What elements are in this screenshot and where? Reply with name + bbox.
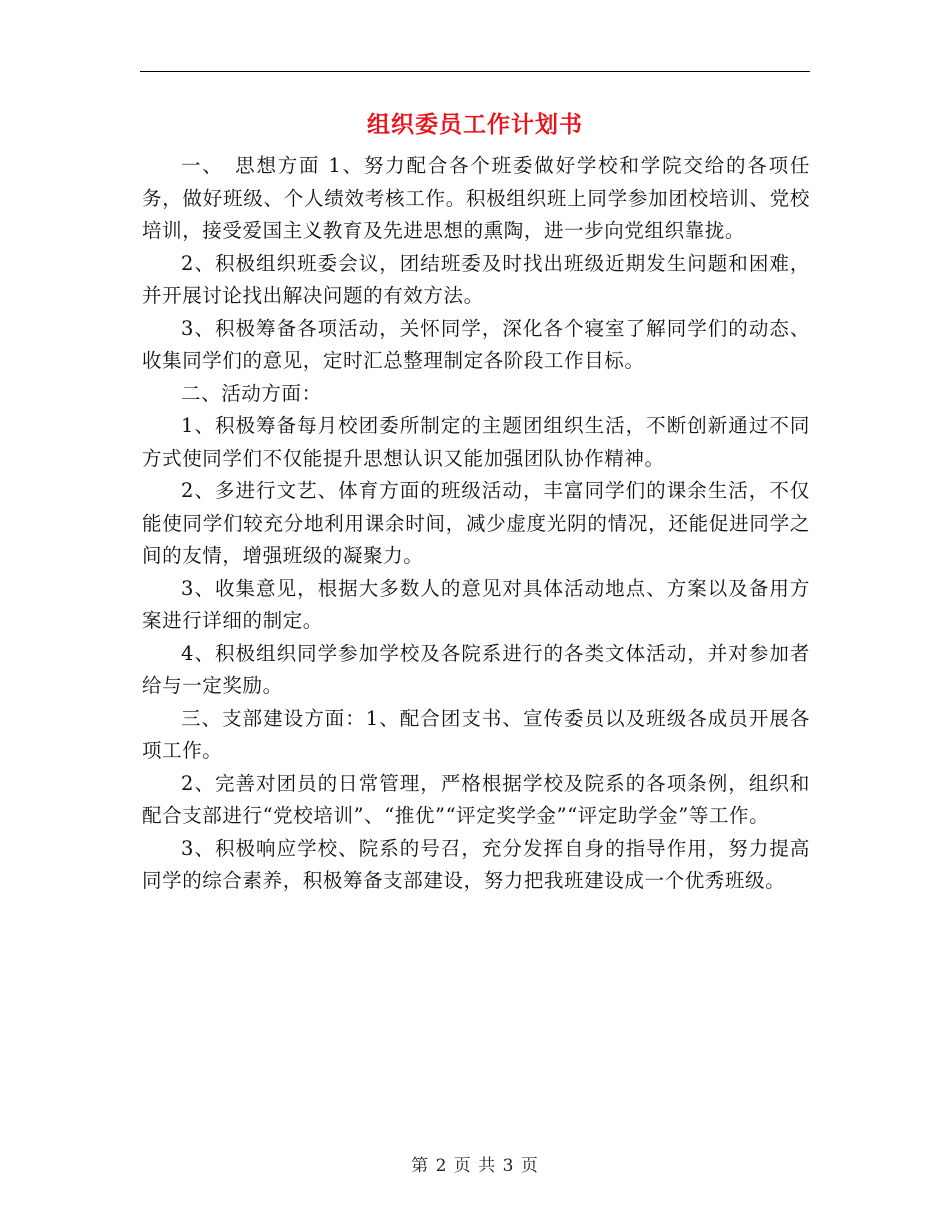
paragraph-6: 2、多进行文艺、体育方面的班级活动，丰富同学们的课余生活，不仅能使同学们较充分地利用课余时间，减少虚度光阴的情况，还能促进同学之间的友情，增强班级的凝聚力。 — [142, 479, 810, 567]
paragraph-9: 三、支部建设方面：1、配合团支书、宣传委员以及班级各成员开展各项工作。 — [142, 706, 810, 762]
paragraph-2: 2、积极组织班委会议，团结班委及时找出班级近期发生问题和困难，并开展讨论找出解决问题的有效方法。 — [142, 251, 810, 307]
paragraph-10: 2、完善对团员的日常管理，严格根据学校及院系的各项条例，组织和配合支部进行“党校培训”、“推优”“评定奖学金”“评定助学金”等工作。 — [142, 771, 810, 827]
document-body — [142, 150, 810, 898]
paragraph-1: 一、 思想方面 1、努力配合各个班委做好学校和学院交给的各项任务，做好班级、个人绩效考核工作。积极组织班上同学参加团校培训、党校培训，接受爱国主义教育及先进思想的熏陶，进一步向党组织靠拢。 — [142, 154, 810, 242]
header-rule — [140, 71, 810, 72]
paragraph-3: 3、积极筹备各项活动，关怀同学，深化各个寝室了解同学们的动态、收集同学们的意见，定时汇总整理制定各阶段工作目标。 — [142, 316, 810, 372]
paragraph-7: 3、收集意见，根据大多数人的意见对具体活动地点、方案以及备用方案进行详细的制定。 — [142, 576, 810, 632]
section-heading-activities: 二、活动方面： — [181, 381, 322, 405]
page-number: 第 2 页 共 3 页 — [411, 1156, 539, 1176]
paragraph-8: 4、积极组织同学参加学校及各院系进行的各类文体活动，并对参加者给与一定奖励。 — [142, 641, 810, 697]
document-title: 组织委员工作计划书 — [367, 111, 583, 138]
paragraph-5: 1、积极筹备每月校团委所制定的主题团组织生活，不断创新通过不同方式使同学们不仅能提升思想认识又能加强团队协作精神。 — [142, 414, 810, 470]
paragraph-11: 3、积极响应学校、院系的号召，充分发挥自身的指导作用，努力提高同学的综合素养，积极筹备支部建设，努力把我班建设成一个优秀班级。 — [142, 836, 810, 892]
